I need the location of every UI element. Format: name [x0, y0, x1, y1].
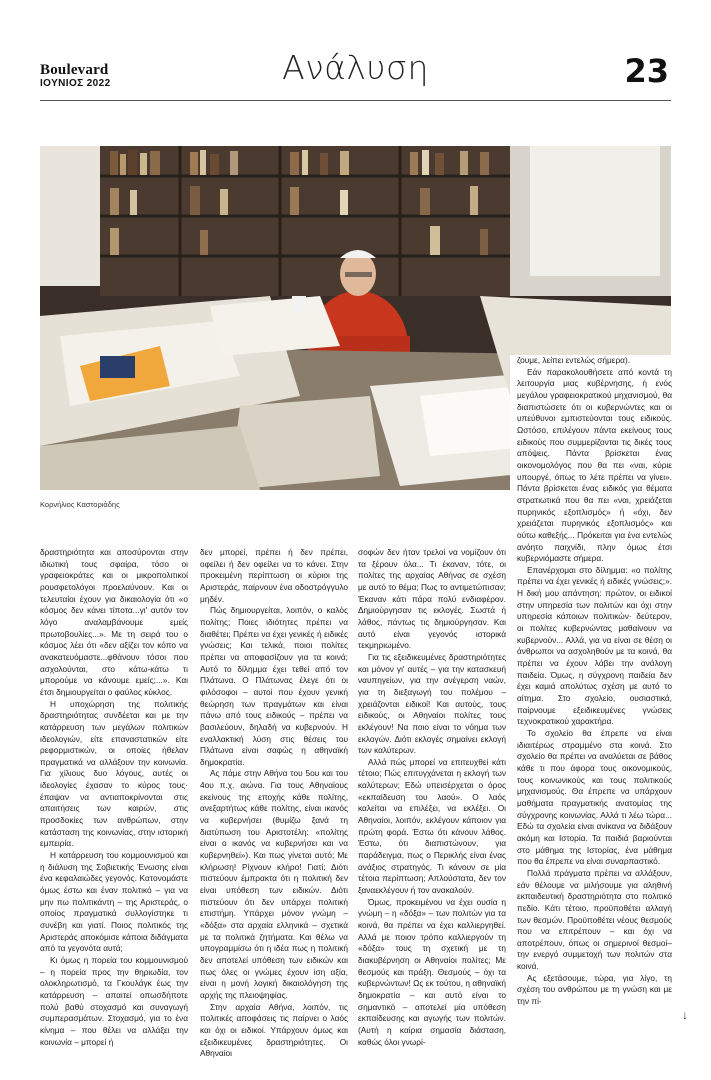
paragraph: δεν μπορεί, πρέπει ή δεν πρέπει, οφείλει ή δεν οφείλει να το κάνει. Στην προκειμένη περίπτωση οι κύριοι της Αριστεράς, παίρνουν ένα οδοστρόγγυλο μηδέν. — [200, 547, 348, 604]
article-column-1 — [40, 547, 188, 1048]
paragraph: Αλλά πώς μπορεί να επιτευχθεί κάτι τέτοιο; Πώς επιτυγχάνεται η εκλογή των καλύτερων; Εδώ υπεισέρχεται ο όρος «εκπαίδευση του λαού». Ο λαός καλείται να επιλέξει, να εκλέξει. Οι Αθηναίοι, λοιπόν, εκλέγουν κάποιον για πρώτη φορά. Έστω ότι κάνουν λάθος. Έστω, ότι διαπιστώνουν, για παράδειγμα, πως ο Περικλής είναι ένας ανάξιος στρατηγός. Τι κάνουν σε μία τέτοια περίπτωση; Απλούστατα, δεν τον ξαναεκλέγουν ή τον ανακαλούν. — [358, 756, 506, 896]
photo-caption: Κορνήλιος Καστοριάδης — [40, 500, 120, 509]
paragraph: Στην αρχαία Αθήνα, λοιπόν, τις πολιτικές αποφάσεις τις παίρνει ο λαός και όχι οι ειδικοί. Υπάρχουν όμως και εξειδικευμένες δραστηριότητες. Οι Αθηναίοι — [200, 1001, 348, 1059]
section-title: Ανάλυση — [282, 48, 429, 87]
paragraph: Πώς δημιουργείται, λοιπόν, ο καλός πολίτης; Ποιες ιδιότητες πρέπει να διαθέτει; Πρέπει να έχει γενικές ή ειδικές γνώσεις; Και τελικά, ποιοι πολίτες πρέπει να αποφασίζουν για τα κοινά; Αυτό το δίλημμα έχει τεθεί από τον Πλάτωνα. Ο Πλάτωνας έλεγε ότι οι φιλόσοφοι – αυτοί που έχουν γενική θεώρηση των πραγμάτων και είναι πάνω από τους ειδικούς – πρέπει να βασιλεύουν, δηλαδή να κυβερνούν. Η εναλλακτική λύση στις θέσεις του Πλάτωνα είναι σαφώς η αθηναϊκή δημοκρατία. — [200, 605, 348, 767]
paragraph: Ας πάμε στην Αθήνα του 5ου και του 4ου π.χ. αιώνα. Για τους Αθηναίους εκείνους της εποχής κάθε πολίτης, ανεξαρτήτως κάθε πολίτης, είναι ικανός να κυβερνήσει (θυμίζω ξανά τη διατύπωση του Αριστοτέλη: «πολίτης είναι ο ικανός να κυβερνήσει και να κυβερνηθεί»). Και πως γίνεται αυτό; Με κλήρωση! Ρίχνουν κλήρο! Γιατί; Διότι πιστεύουν έμπρακτα ότι η πολιτική δεν είναι υπόθεση των ειδικών. Διότι πιστεύουν ότι δεν υπάρχει πολιτική επιστήμη. Υπάρχει μόνον γνώμη – «δόξα» στα αρχαία ελληνικά – σχετικά με τα πολιτικά ζητήματα. Και θέλω να υπογραμμίσω ότι η ιδέα πως η πολιτική δεν αποτελεί υπόθεση των ειδικών και πως όλες οι γνώμες έχουν ίση αξία, είναι η μονή λογική δικαιολόγηση της αρχής της πλειοψηφίας. — [200, 768, 348, 1000]
paragraph: ζουμε, λείπει εντελώς σήμερα). — [517, 355, 631, 365]
paragraph: Η υποχώρηση της πολιτικής δραστηριότητας συνδέεται και με την κατάρρευση των μεγάλων πολιτικών ιδεολογιών, είτε επαναστατικών είτε ρεφορμιστικών, οι οποίες ήθελαν πραγματικά να αλλάξουν την κοινωνία. Για χίλιους δυο λόγους, αυτές οι ιδεολογίες έχασαν το κύρος τους· έπαψαν να αντιαποκρίνονται στις απαιτήσεις των καιρών, στις προσδοκίες των ανθρώπων, στην κατάσταση της κοινωνίας, στην ιστορική εμπειρία. — [40, 698, 188, 849]
paragraph: δραστηριότητα και αποσύρονται στην ιδιωτική τους σφαίρα, τόσο οι γραφειοκράτες και οι μικροπολιτικοί ρουσφετολόγοι προελαύνουν. Και οι τελευταίοι έχουν για δικαιολογία ότι «ο κόσμος δεν κάνει τίποτα...γι' αυτόν τον λόγο αναλαμβάνουμε εμείς πρωτοβουλίες...». Με τη σειρά του ο κόσμος λέει ότι «δεν αξίζει τον κόπο να ανακατευόμαστε...φθάνουν τόσοι που ασχολούνται, στο κάτω-κάτω τι μπορούμε να κάνουμε εμείς;...». Και έτσι δημιουργείται ο φαύλος κύκλος. — [40, 547, 188, 697]
paragraph: Για τις εξειδικευμένες δραστηριότητες και μόνον γι' αυτές – για την κατασκευή ναυπηγείων, για την ανέγερση ναών, για τη διεξαγωγή του πολέμου – χρειάζονται ειδικοί! Και αυτούς, τους ειδικούς, οι Αθηναίοι πολίτες τους εκλέγουν! Να ποιο είναι το νόημα των εκλογών. Διότι εκλογές σημαίνει εκλογή των καλύτερων. — [358, 651, 506, 756]
paragraph: Η κατάρρευση του κομμουνισμού και η διάλυση της Σοβιετικής Ένωσης είναι ένα κεφαλαιώδες γεγονός. Κατονομάστε όμως έστω και έναν πολιτικό – για να μην πω πολιτικάντη – της Αριστεράς, ο οποίος πραγματικά συλλογίστηκε τι συνέβη και γιατί. Ποιος πολιτικός της Αριστεράς αποκόμισε κάποια διδάγματα από τα γεγονότα αυτά; — [40, 850, 188, 954]
paragraph: Ας εξετάσουμε, τώρα, για λίγο, τη σχέση του ανθρώπου με τη γνώση και με την πί- — [517, 972, 672, 1007]
paragraph: Επανέρχομαι στο δίλημμα: «ο πολίτης πρέπει να έχει γενικές ή ειδικές γνώσεις;». Η δική μου απάντηση: πρώτον, οι ειδικοί στην υπηρεσία των πολιτών και όχι στην υπηρεσία κάποιων πολιτικών· δεύτερον, οι πολίτες κυβερνώντας μαθαίνουν να κυβερνούν... Αλλά, για να είναι σε θέση οι άνθρωποι να ασχοληθούν με τα κοινά, θα πρέπει να έχουν λάβει την ανάλογη παιδεία. Όμως, η σύγχρονη παιδεία δεν έχει καμιά απολύτως σχέση με αυτό το αίτημα. Στο σχολείο, ουσιαστικά, παίρνουμε εξειδικευμένες γνώσεις τεχνοκρατικού χαρακτήρα. — [517, 564, 672, 727]
page-number: 23 — [624, 52, 669, 90]
paragraph: Κι όμως η πορεία του κομμουνισμού – η πορεία προς την θηριωδία, τον ολοκληρωτισμό, τα Γκουλάγκ έως την κατάρρευση – απαιτεί οπωσδήποτε πολύ βαθύ στοχασμό και συναγωγή συμπερασμάτων. Στοχασμό, για το ένα κίνημα – που θέλει να αλλάξει την κοινωνία – μπορεί ή — [40, 954, 188, 1047]
article-column-3 — [358, 547, 506, 1048]
article-column-4 — [517, 355, 672, 1008]
paragraph: Το σχολείο θα έπρεπε να είναι ιδιαιτέρως στραμμένο στα κοινά. Στο σχολείο θα πρέπει να αναλύεται σε βάθος κάθε τι που άφορα τους οικονομικούς, τους κοινωνικούς και τους πολιτικούς μηχανισμούς. Θα έπρεπε να υπάρχουν μαθήματα πραγματικής ανατομίας της σύγχρονης κοινωνίας. Αλλά τι λέω τώρα... Εδώ τα σχολεία είναι ανίκανα να διδάξουν ακόμη και Ιστορία. Τα παιδιά βαριούνται στο μάθημα της Ιστορίας, ένα μάθημα που θα έπρεπε να είναι συναρπαστικό. — [517, 728, 672, 867]
issue-date: ΙΟΥΝΙΟΣ 2022 — [40, 78, 111, 89]
paragraph: Όμως, προκειμένου να έχει ουσία η γνώμη – η «δόξα» – των πολιτών για τα κοινά, θα πρέπει να έχει καλλιεργηθεί. Αλλά με ποιον τρόπο καλλιεργούν τη «δόξα» τους τη σχετική με τη διακυβέρνηση οι Αθηναίοι πολίτες; Με θεσμούς και πράξη. Θεσμούς – όχι τα κυβερνώντων! Ως εκ τούτου, η αθηναϊκή δημοκρατία – και αυτό είναι το σημαντικό – αποτελεί μία υπόθεση εκπαίδευσης και αγωγής των πολιτών. (Αυτή η καίρια σημασία διάσταση, καθώς όλοι γνωρί- — [358, 896, 506, 1047]
paragraph: σοφών δεν ήταν τρελοί να νομίζουν ότι τα ξέρουν όλα... Τι έκαναν, τότε, οι πολίτες της αρχαίας Αθήνας σε σχέση με αυτό το θέμα; Πως το αντιμετώπισαν; Έκαναν κάτι πάρα πολύ ενδιαφέρον. Δημιούργησαν τις εκλογές. Σωστά ή λάθος, πάντως τις δημιούργησαν. Και αυτό είναι γεγονός ιστορικά τεκμηριωμένο. — [358, 547, 506, 651]
article-column-2 — [200, 547, 348, 1060]
paragraph: Εάν παρακολουθήσετε από κοντά τη λειτουργία μιας κυβέρνησης, ή ενός μεγάλου γραφειοκρατικού μηχανισμού, θα διαπιστώσετε ότι οι κυβερνώντες και οι υπεύθυνοι εμπιστεύονται τους ειδικούς. Ωστόσο, επιλέγουν πάντα εκείνους τους ειδικούς που συμμερίζονται τις δικές τους απόψεις. Πάντα βρίσκεται ένας οικονομολόγος που θα πει «ναι, κύριε υπουργέ, όπως το λέτε πρέπει να γίνει». Πάντα βρίσκεται ένας ειδικός για θέματα στρατιωτικά που θα πει «ναι, χρειάζεται πυρηνικός εξοπλισμός» ή «όχι, δεν χρειάζεται πυρηνικός εξοπλισμός» και ούτω καθεξής... Πρόκειται για ένα εντελώς ανόητο παιχνίδι, πλην όμως έτσι κυβερνιόμαστε σήμερα. — [517, 366, 672, 564]
masthead — [0, 0, 711, 100]
header-divider — [40, 100, 671, 101]
publication-brand: Boulevard — [40, 62, 109, 78]
continue-arrow-icon: ↓ — [682, 1008, 688, 1022]
paragraph: Πολλά πράγματα πρέπει να αλλάξουν, εάν θέλουμε να μιλήσουμε για αληθινή εκπαιδευτική δραστηριότητα στο πολιτικό πεδίο. Κάτι τέτοιο, προϋποθέτει αλλαγή των θεσμών. Προϋποθέτει νέους θεσμούς που να επιτρέπουν – και όχι να αποτρέπουν, όπως οι σημερινοί θεσμοί– την ενεργό συμμετοχή των πολιτών στα κοινά. — [517, 867, 672, 972]
